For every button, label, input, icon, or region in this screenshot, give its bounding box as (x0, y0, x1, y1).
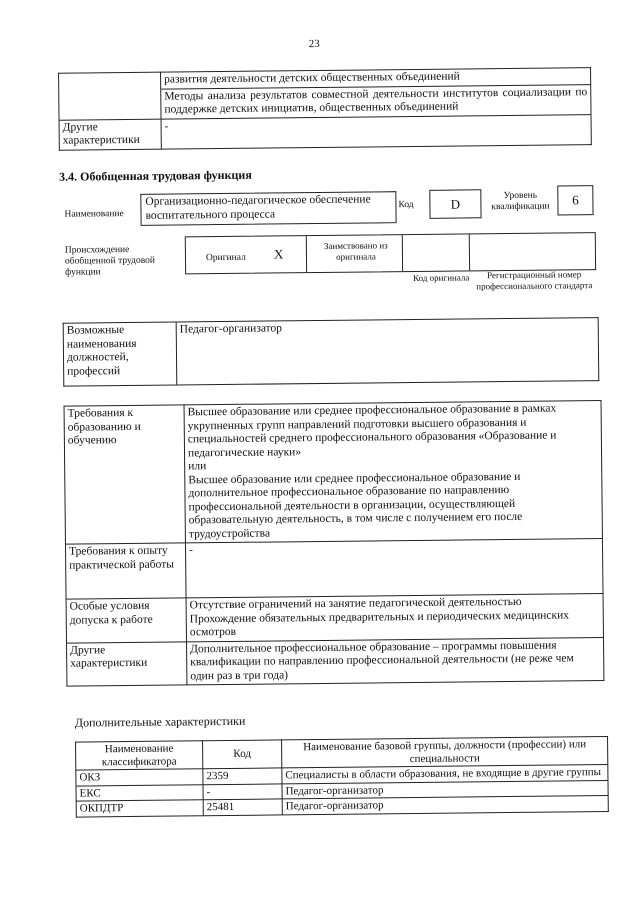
row-okpdtr-classifier: ОКПДТР (76, 800, 203, 817)
row-eks-name: Педагог-организатор (282, 780, 608, 799)
req-conditions-label: Особые условия допуска к работе (66, 598, 186, 643)
req-experience-value: - (185, 539, 603, 598)
row-okz-code: 2359 (203, 768, 282, 784)
level-value-box: 6 (557, 185, 593, 215)
top-row1-text: развития деятельности детских общественных объединений (161, 68, 591, 89)
section-title: 3.4. Обобщенная трудовая функция (59, 167, 252, 184)
row-okz-classifier: ОКЗ (76, 769, 203, 786)
code-original-label: Код оригинала (412, 272, 470, 284)
req-education-value: Высшее образование или среднее профессиональное образование в рамках укрупненных групп направлений подготовки высшего образования и специальностей среднего профессионального образования «Образование и педагогические науки» или Высшее образование или среднее профессиональное образование и дополнительное профессиональное образование по направлению профессиональной деятельности в организации, осуществляющей образовательную деятельность, в том числе с получением его после трудоустройства (184, 401, 602, 543)
name-label: Наименование (64, 209, 124, 220)
additional-table (75, 736, 609, 817)
page-number: 23 (308, 37, 320, 51)
header-group: Наименование базовой группы, должности (профессии) или специальности (282, 737, 608, 768)
req-other-label: Другие характеристики (67, 641, 187, 686)
divider (469, 234, 470, 270)
original-mark: X (273, 246, 284, 262)
borrowed-label: Заимствовано из оригинала (323, 240, 388, 262)
header-classifier: Наименование классификатора (76, 741, 203, 770)
empty-cell (59, 89, 161, 120)
additional-title: Дополнительные характеристики (74, 713, 246, 730)
top-row2-text: Методы анализа результатов совместной деятельности институтов социализации по поддержке детских инициатив, общественных объединений (161, 84, 591, 119)
req-experience-label: Требования к опыту практической работы (65, 543, 186, 599)
empty-cell (59, 72, 161, 90)
row-eks-code: - (203, 783, 282, 799)
row-okpdtr-name: Педагог-организатор (282, 796, 608, 815)
req-conditions-value: Отсутствие ограничений на занятие педагогической деятельностью Прохождение обязательных предварительных и периодических медицинских осмотров (186, 594, 603, 642)
top-other-label: Другие характеристики (59, 119, 161, 150)
divider (306, 236, 307, 272)
function-name-box: Организационно-педагогическое обеспечение воспитательного процесса (140, 191, 396, 226)
level-label: Уровень квалификации (491, 190, 550, 213)
header-code: Код (203, 740, 282, 769)
row-okz-name: Специалисты в области образования, не входящие в другие группы (282, 765, 608, 784)
code-value-box: D (429, 189, 481, 219)
divider (402, 235, 403, 271)
row-okpdtr-code: 25481 (203, 799, 282, 815)
origin-box (185, 232, 596, 274)
requirements-table (64, 400, 605, 687)
reg-number-label: Регистрационный номер профессионального стандарта (476, 269, 593, 291)
req-education-label: Требования к образованию и обучению (64, 405, 185, 544)
top-other-value: - (161, 114, 591, 149)
positions-table (63, 317, 600, 387)
positions-label: Возможные наименования должностей, профессий (63, 322, 177, 386)
positions-value: Педагог-организатор (176, 318, 599, 385)
req-other-value: Дополнительное профессиональное образование – программы повышения квалификации по направлению профессиональной деятельности (не реже чем один раз в три года) (186, 637, 603, 685)
code-label: Код (398, 200, 414, 211)
top-continuation-table (58, 67, 592, 150)
row-eks-classifier: ЕКС (76, 784, 203, 801)
original-label: Оригинал (205, 252, 246, 264)
origin-label: Происхождение обобщенной трудовой функции (64, 244, 156, 278)
